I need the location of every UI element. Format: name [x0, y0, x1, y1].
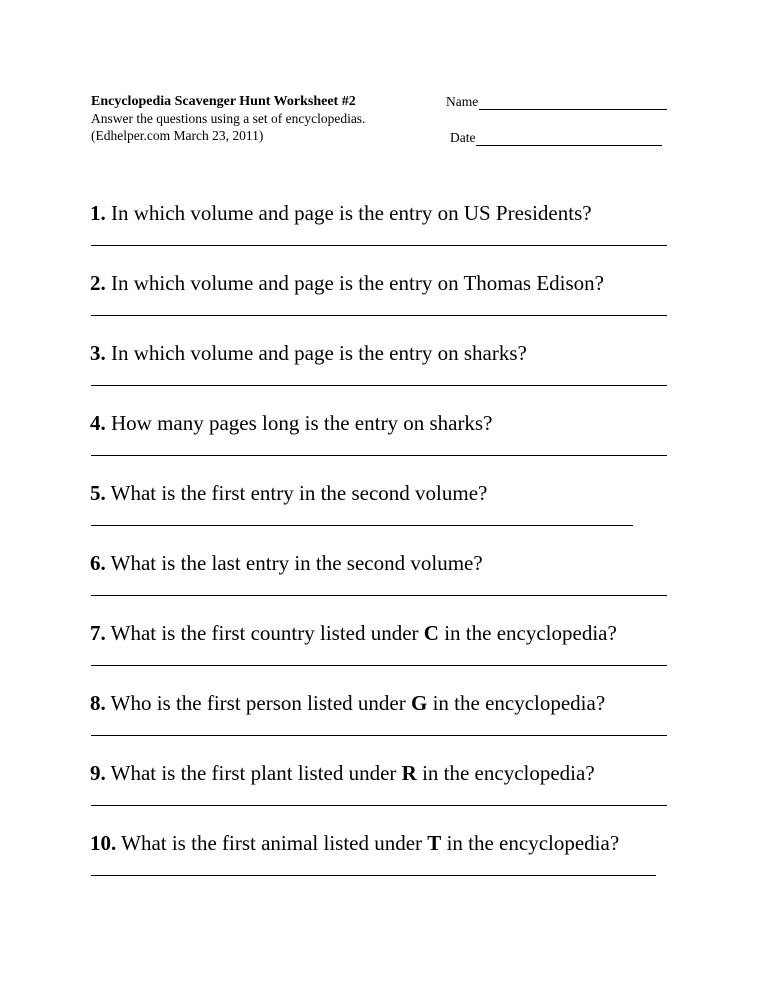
letter-highlight: R — [401, 761, 417, 785]
question-text: 8. Who is the first person listed under G in the encyclopedia? — [90, 691, 606, 715]
date-label: Date — [450, 130, 476, 145]
student-info — [446, 93, 676, 146]
question-item — [90, 830, 670, 900]
question-item — [90, 550, 670, 620]
answer-line[interactable] — [91, 595, 667, 596]
question-text: 4. How many pages long is the entry on sharks? — [90, 411, 493, 435]
answer-line[interactable] — [91, 525, 633, 526]
question-item — [90, 690, 670, 760]
question-item — [90, 410, 670, 480]
answer-line[interactable] — [91, 875, 656, 876]
question-text: 9. What is the first plant listed under R in the encyclopedia? — [90, 761, 595, 785]
question-text: 6. What is the last entry in the second volume? — [90, 551, 483, 575]
letter-highlight: T — [427, 831, 442, 855]
name-field[interactable] — [446, 93, 676, 110]
answer-line[interactable] — [91, 455, 667, 456]
date-blank-line[interactable] — [476, 132, 662, 146]
question-number: 1. — [90, 201, 106, 225]
question-item — [90, 340, 670, 410]
question-text: 7. What is the first country listed under C in the encyclopedia? — [90, 621, 617, 645]
letter-highlight: G — [410, 691, 428, 715]
question-text: 3. In which volume and page is the entry on sharks? — [90, 341, 527, 365]
question-number: 6. — [90, 551, 106, 575]
worksheet-header — [91, 93, 436, 144]
question-list — [90, 200, 670, 900]
answer-line[interactable] — [91, 385, 667, 386]
worksheet-source: (Edhelper.com March 23, 2011) — [91, 128, 264, 143]
question-number: 3. — [90, 341, 106, 365]
question-item — [90, 270, 670, 340]
question-item — [90, 760, 670, 830]
question-text: 2. In which volume and page is the entry on Thomas Edison? — [90, 271, 605, 295]
question-text: 1. In which volume and page is the entry on US Presidents? — [90, 201, 592, 225]
question-number: 8. — [90, 691, 106, 715]
answer-line[interactable] — [91, 665, 667, 666]
date-field[interactable] — [446, 129, 676, 146]
name-blank-line[interactable] — [479, 96, 667, 110]
worksheet-title: Encyclopedia Scavenger Hunt Worksheet #2 — [91, 94, 356, 109]
answer-line[interactable] — [91, 805, 667, 806]
question-number: 10. — [90, 831, 117, 855]
question-number: 7. — [90, 621, 106, 645]
question-number: 2. — [90, 271, 106, 295]
question-item — [90, 200, 670, 270]
worksheet-instructions: Answer the questions using a set of encyclopedias. — [91, 111, 366, 126]
question-item — [90, 620, 670, 690]
question-text: 10. What is the first animal listed under T in the encyclopedia? — [90, 831, 620, 855]
question-number: 4. — [90, 411, 106, 435]
question-text: 5. What is the first entry in the second volume? — [90, 481, 488, 505]
answer-line[interactable] — [91, 315, 667, 316]
question-item — [90, 480, 670, 550]
name-label: Name — [446, 94, 479, 109]
answer-line[interactable] — [91, 245, 667, 246]
answer-line[interactable] — [91, 735, 667, 736]
letter-highlight: C — [423, 621, 439, 645]
question-number: 9. — [90, 761, 106, 785]
question-number: 5. — [90, 481, 106, 505]
